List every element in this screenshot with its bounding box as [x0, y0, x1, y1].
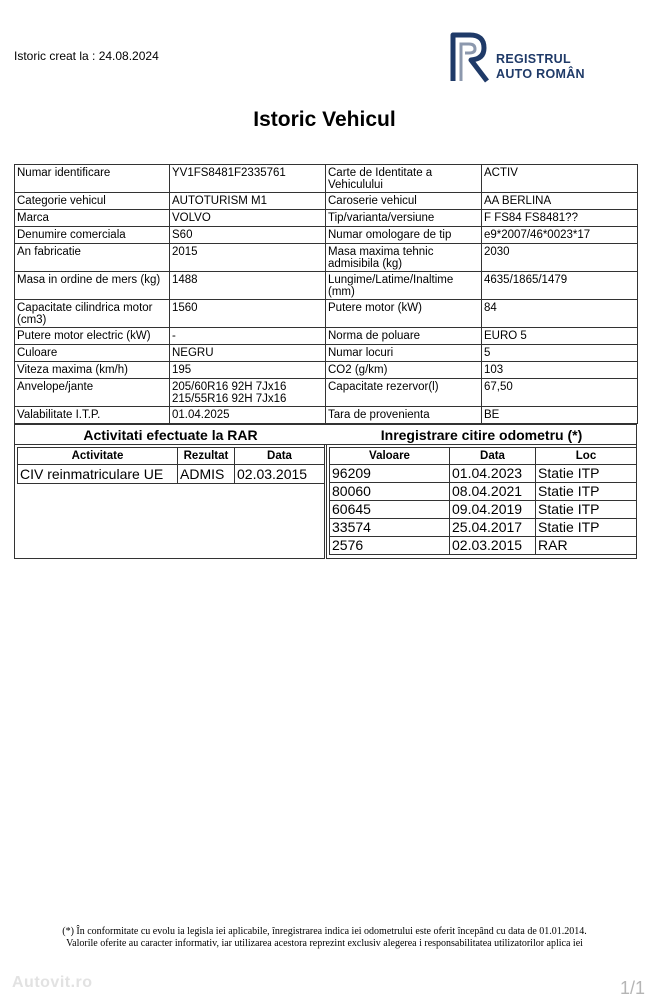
spec-label: Viteza maxima (km/h) [15, 362, 170, 379]
rar-logo [450, 31, 600, 83]
spec-label: CO2 (g/km) [326, 362, 482, 379]
spec-row [15, 210, 638, 227]
activities-table [17, 447, 325, 484]
odometer-place: Statie ITP [536, 465, 637, 483]
spec-label: Caroserie vehicul [326, 193, 482, 210]
spec-value: - [170, 328, 326, 345]
result-cell: ADMIS [178, 465, 235, 484]
spec-row [15, 362, 638, 379]
spec-value [170, 379, 326, 407]
spec-row [15, 407, 638, 424]
odometer-date: 01.04.2023 [450, 465, 536, 483]
spec-label: Tara de provenienta [326, 407, 482, 424]
odometer-value: 80060 [330, 483, 450, 501]
table-row [330, 537, 637, 555]
odometer-date: 25.04.2017 [450, 519, 536, 537]
column-header: Data [235, 448, 325, 465]
spec-label: Numar omologare de tip [326, 227, 482, 244]
logo-text-registrul: REGISTRUL [496, 52, 571, 66]
spec-value: S60 [170, 227, 326, 244]
spec-row [15, 300, 638, 328]
spec-value: 103 [482, 362, 638, 379]
spec-value: 1488 [170, 272, 326, 300]
spec-label: Capacitate rezervor(l) [326, 379, 482, 407]
spec-value: ACTIV [482, 165, 638, 193]
history-created-date: Istoric creat la : 24.08.2024 [14, 49, 159, 63]
spec-label: Anvelope/jante [15, 379, 170, 407]
date-cell: 02.03.2015 [235, 465, 325, 484]
spec-label: Putere motor electric (kW) [15, 328, 170, 345]
spec-value: 67,50 [482, 379, 638, 407]
odometer-title: Inregistrare citire odometru (*) [380, 427, 583, 443]
spec-value: YV1FS8481F2335761 [170, 165, 326, 193]
logo-text-auto-roman: AUTO ROMÂN [496, 67, 585, 81]
spec-label: Marca [15, 210, 170, 227]
spec-value: EURO 5 [482, 328, 638, 345]
table-row [18, 465, 325, 484]
spec-value: 2015 [170, 244, 326, 272]
spec-value: VOLVO [170, 210, 326, 227]
footnote-line-1: (*) În conformitate cu evolu ia legisla iei aplicabile, înregistrarea indica iei odometrului este oferit începând cu data de 01.01.2014. [62, 926, 587, 937]
odometer-place: Statie ITP [536, 483, 637, 501]
spec-label: Denumire comerciala [15, 227, 170, 244]
rar-logo-icon [450, 31, 492, 83]
spec-row [15, 165, 638, 193]
spec-value: 195 [170, 362, 326, 379]
tyre-size-2: 215/55R16 92H 7Jx16 [172, 393, 287, 405]
odometer-value: 60645 [330, 501, 450, 519]
odometer-place: RAR [536, 537, 637, 555]
column-header: Data [450, 448, 536, 465]
column-header: Rezultat [178, 448, 235, 465]
spec-value: 01.04.2025 [170, 407, 326, 424]
spec-row [15, 244, 638, 272]
spec-value: e9*2007/46*0023*17 [482, 227, 638, 244]
table-row [330, 501, 637, 519]
spec-label: Lungime/Latime/Inaltime (mm) [326, 272, 482, 300]
activities-header-row [18, 448, 325, 465]
spec-label: Carte de Identitate a Vehiculului [326, 165, 482, 193]
odometer-place: Statie ITP [536, 519, 637, 537]
odometer-date: 02.03.2015 [450, 537, 536, 555]
odometer-value: 2576 [330, 537, 450, 555]
spec-row [15, 345, 638, 362]
odometer-value: 96209 [330, 465, 450, 483]
watermark: Autovit.ro [12, 974, 93, 991]
spec-label: An fabricatie [15, 244, 170, 272]
odometer-date: 09.04.2019 [450, 501, 536, 519]
spec-label: Valabilitate I.T.P. [15, 407, 170, 424]
column-header: Valoare [330, 448, 450, 465]
spec-row [15, 328, 638, 345]
spec-value: BE [482, 407, 638, 424]
spec-value: NEGRU [170, 345, 326, 362]
column-header: Activitate [18, 448, 178, 465]
spec-label: Culoare [15, 345, 170, 362]
spec-label: Tip/varianta/versiune [326, 210, 482, 227]
odometer-place: Statie ITP [536, 501, 637, 519]
odometer-header-row [330, 448, 637, 465]
activities-title: Activitati efectuate la RAR [83, 427, 258, 443]
spec-label: Categorie vehicul [15, 193, 170, 210]
section-headers [14, 424, 637, 445]
spec-value: 2030 [482, 244, 638, 272]
spec-label: Masa in ordine de mers (kg) [15, 272, 170, 300]
table-row [330, 519, 637, 537]
activities-panel [14, 444, 325, 559]
page-title: Istoric Vehicul [253, 108, 396, 131]
tyre-size-1: 205/60R16 92H 7Jx16 [172, 381, 287, 393]
odometer-value: 33574 [330, 519, 450, 537]
spec-label: Numar identificare [15, 165, 170, 193]
spec-value: 1560 [170, 300, 326, 328]
spec-label: Masa maxima tehnic admisibila (kg) [326, 244, 482, 272]
column-header: Loc [536, 448, 637, 465]
spec-label: Capacitate cilindrica motor (cm3) [15, 300, 170, 328]
spec-value: AA BERLINA [482, 193, 638, 210]
activity-cell: CIV reinmatriculare UE [18, 465, 178, 484]
spec-row [15, 193, 638, 210]
spec-label: Numar locuri [326, 345, 482, 362]
spec-label: Norma de poluare [326, 328, 482, 345]
spec-value: 4635/1865/1479 [482, 272, 638, 300]
spec-value: F FS84 FS8481?? [482, 210, 638, 227]
odometer-table [329, 447, 637, 555]
spec-value: 5 [482, 345, 638, 362]
spec-label: Putere motor (kW) [326, 300, 482, 328]
odometer-date: 08.04.2021 [450, 483, 536, 501]
spec-value: 84 [482, 300, 638, 328]
spec-row [15, 272, 638, 300]
spec-value: AUTOTURISM M1 [170, 193, 326, 210]
spec-row [15, 227, 638, 244]
table-row [330, 483, 637, 501]
footnote-line-2: Valorile oferite au caracter informativ, iar utilizarea acestora reprezint exclusiv alegerea i responsabilitatea utilizatorilor aplica iei [66, 938, 583, 949]
page-indicator: 1/1 [620, 978, 646, 998]
vehicle-specs-table [14, 164, 638, 424]
table-row [330, 465, 637, 483]
spec-row [15, 379, 638, 407]
odometer-panel [326, 444, 637, 559]
